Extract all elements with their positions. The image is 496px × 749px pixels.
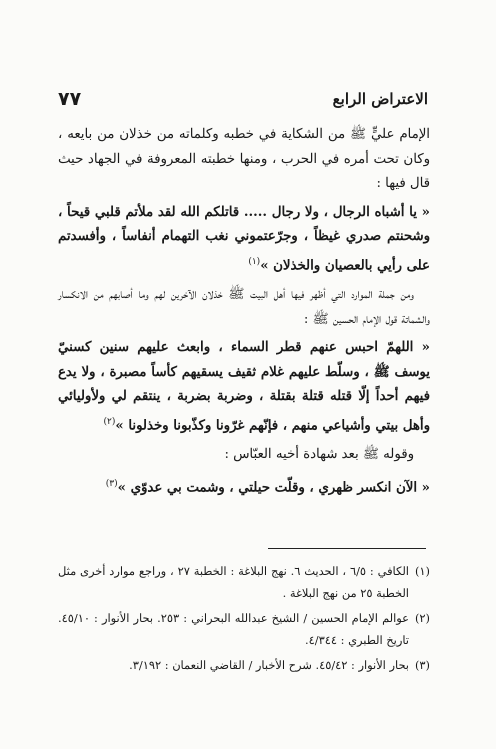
footnote-number: (٣) <box>414 658 430 672</box>
footnote-ref: (١) <box>248 256 261 267</box>
footnote-divider <box>268 548 426 549</box>
footnote-text: بحار الأنوار : ٤٥/٤٢. شرح الأخبار / القاضي النعمان : ٣/١٩٢. <box>129 658 409 672</box>
quote-paragraph: « الآن انكسر ظهري ، وقلّت حيلتي ، وشمت بي عدوّي »$^{(٣)}$ <box>105 478 430 495</box>
footnotes <box>58 560 430 679</box>
footnote-ref: (٢) <box>103 416 116 427</box>
running-title: الاعتراض الرابع <box>332 90 428 108</box>
paragraph: وقوله ﷺ بعد شهادة أخيه العبّاس : <box>224 446 414 462</box>
footnote <box>58 560 430 604</box>
footnote-text: عوالم الإمام الحسين / الشيخ عبدالله البحراني : ٢٥٣. بحار الأنوار : ٤٥/١٠. تاريخ الطبري : ٤/٣٤٤. <box>58 611 409 647</box>
page-header <box>58 86 428 112</box>
paragraph: الإمام عليٍّ ﷺ من الشكاية في خطبه وكلماته من خذلان من بايعه ، وكان تحت أمره في الحرب ، ومنها خطبته المعروفة في الجهاد حيث قال فيها : <box>58 127 430 192</box>
footnote-ref: (٣) <box>105 478 118 489</box>
footnote <box>58 654 430 676</box>
page-number: ٧٧ <box>58 88 82 110</box>
footnote-text: الكافي : ٦/٥ ، الحديث ٦. نهج البلاغة : الخطبة ٢٧ ، وراجع موارد أخرى مثل الخطبة ٢٥ من نهج البلاغة . <box>58 564 409 600</box>
main-text <box>58 123 430 505</box>
footnote-number: (٢) <box>414 611 430 625</box>
quote-paragraph: « اللهمّ احبس عنهم قطر السماء ، وابعث عليهم سنين كسنيّ يوسف ﷺ ، وسلّط عليهم غلام ثقيف يسقيهم كأساً مصبرة ، ولا يدع فيهم أحداً إلّا قتله قتلة بقتلة ، وضربة بضربة ، ينتقم لي ولأوليائي وأهل بيتي وأشياعي منهم ، فإنّهم غرّونا وكذّبونا وخذلونا »$^{(٢)}$ <box>58 340 430 434</box>
footnote-number: (١) <box>414 564 430 578</box>
footnote <box>58 607 430 651</box>
quote-paragraph: « يا أشباه الرجال ، ولا رجال ..... قاتلكم الله لقد ملأتم قلبي قيحاً ، وشحنتم صدري غيظاً ، وجرّعتموني نغب التهمام أنفاساً ، وأفسدتم على رأيي بالعصيان والخذلان »$^{(١)}$ <box>58 204 430 274</box>
paragraph: ومن جملة الموارد التي أظهر فيها أهل البيت ﷺ خذلان الآخرين لهم وما أصابهم من الانكسار والشماتة قول الإمام الحسين ﷺ : <box>58 286 430 327</box>
